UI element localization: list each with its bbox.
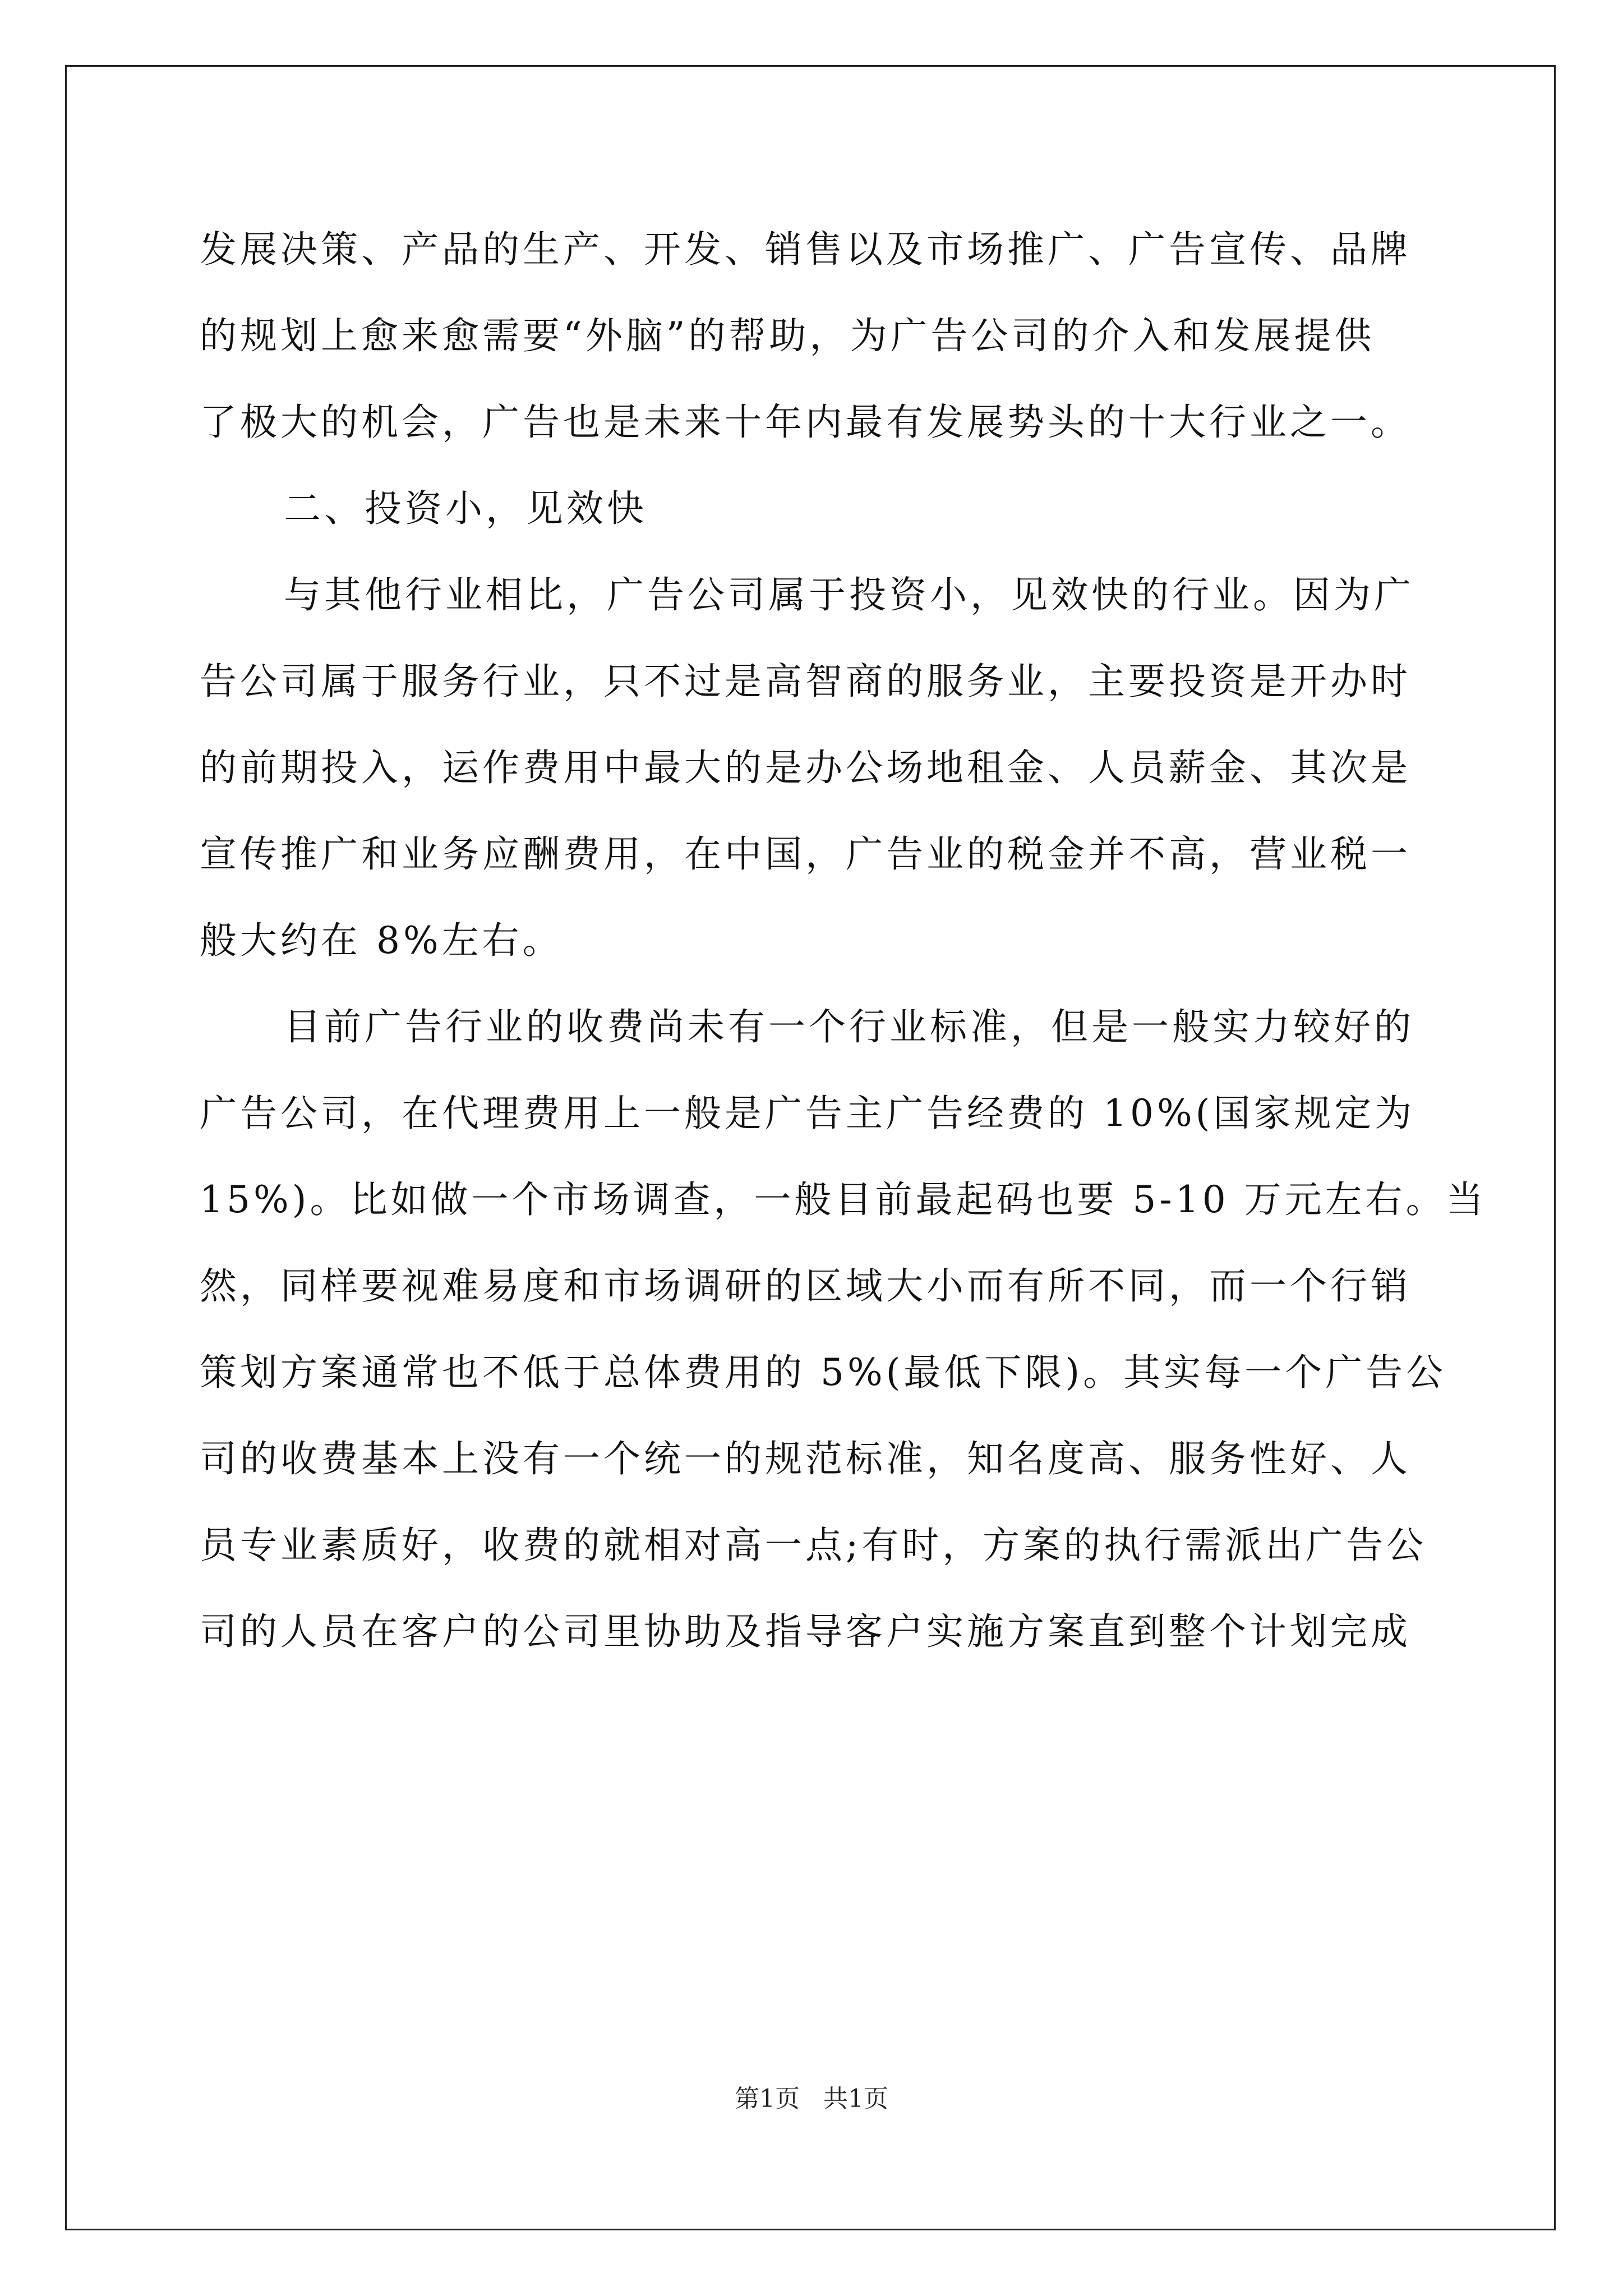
text-line: 宣传推广和业务应酬费用，在中国，广告业的税金并不高，营业税一 (200, 832, 1411, 876)
text-line: 然，同样要视难易度和市场调研的区域大小而有所不同，而一个行销 (200, 1264, 1411, 1308)
text-line: 广告公司，在代理费用上一般是广告主广告经费的 10%(国家规定为 (200, 1092, 1415, 1135)
text-line: 的前期投入，运作费用中最大的是办公场地租金、人员薪金、其次是 (200, 746, 1411, 789)
page-border (65, 65, 1556, 2230)
text-line: 15%)。比如做一个市场调查，一般目前最起码也要 5-10 万元左右。当 (200, 1178, 1487, 1221)
page-footer: 第1页 共1页 (735, 2085, 888, 2113)
text-line: 的规划上愈来愈需要“外脑”的帮助，为广告公司的介入和发展提供 (200, 314, 1375, 357)
text-line: 般大约在 8%左右。 (200, 919, 563, 962)
text-line: 目前广告行业的收费尚未有一个行业标准，但是一般实力较好的 (284, 1005, 1414, 1048)
text-line: 司的收费基本上没有一个统一的规范标准，知名度高、服务性好、人 (200, 1437, 1411, 1480)
text-line: 了极大的机会，广告也是未来十年内最有发展势头的十大行业之一。 (200, 401, 1411, 444)
text-line: 司的人员在客户的公司里协助及指导客户实施方案直到整个计划完成 (200, 1610, 1411, 1653)
text-line: 与其他行业相比，广告公司属于投资小，见效快的行业。因为广 (284, 573, 1414, 616)
text-line: 发展决策、产品的生产、开发、销售以及市场推广、广告宣传、品牌 (200, 228, 1411, 271)
text-line: 告公司属于服务行业，只不过是高智商的服务业，主要投资是开办时 (200, 660, 1411, 703)
text-line: 策划方案通常也不低于总体费用的 5%(最低下限)。其实每一个广告公 (200, 1351, 1447, 1394)
text-line: 员专业素质好，收费的就相对高一点;有时，方案的执行需派出广告公 (200, 1524, 1427, 1567)
section-heading: 二、投资小，见效快 (284, 487, 647, 530)
